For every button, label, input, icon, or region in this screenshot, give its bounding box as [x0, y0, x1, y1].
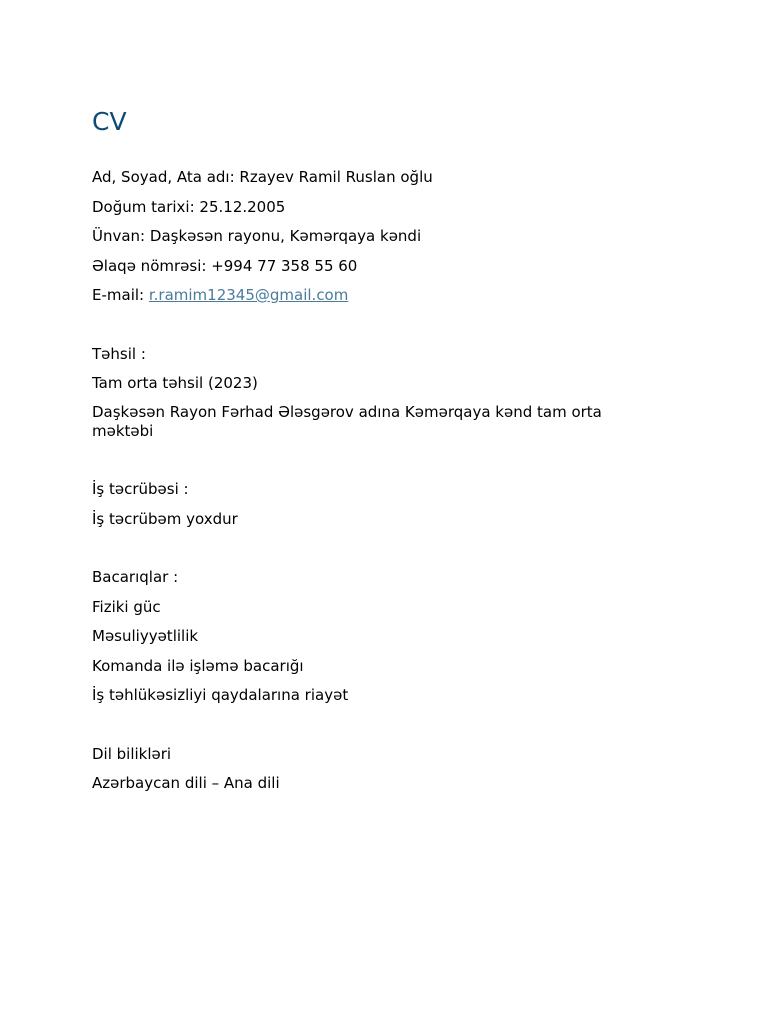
- experience-item: İş təcrübəm yoxdur: [92, 509, 238, 528]
- education-heading: Təhsil :: [92, 344, 146, 363]
- skill-item: İş təhlükəsizliyi qaydalarına riayət: [92, 686, 349, 704]
- skill-item: Komanda ilə işləmə bacarığı: [92, 656, 304, 675]
- education-item: Daşkəsən Rayon Fərhad Ələsgərov adına Kəmərqaya kənd tam orta məktəbi: [92, 402, 602, 440]
- page-title: CV: [92, 107, 127, 136]
- phone-line: [92, 256, 652, 276]
- name-value: Rzayev Ramil Ruslan oğlu: [239, 168, 433, 186]
- skills-heading: Bacarıqlar :: [92, 568, 179, 586]
- address-line: [92, 226, 652, 246]
- birth-date-label: Doğum tarixi:: [92, 197, 200, 216]
- email-line: [92, 285, 652, 305]
- birth-date-line: [92, 197, 652, 217]
- phone-value: +994 77 358 55 60: [211, 256, 358, 275]
- experience-heading: İş təcrübəsi :: [92, 480, 189, 498]
- section-spacer: [92, 715, 652, 744]
- phone-label: Əlaqə nömrəsi:: [92, 256, 212, 275]
- email-label: E-mail:: [92, 286, 149, 304]
- document-content: [92, 104, 652, 803]
- section-spacer: [92, 315, 652, 344]
- name-line: [92, 167, 652, 187]
- birth-date-value: 25.12.2005: [199, 197, 286, 216]
- name-label: Ad, Soyad, Ata adı:: [92, 168, 240, 186]
- section-spacer: [92, 538, 652, 567]
- languages-heading: Dil bilikləri: [92, 744, 172, 763]
- address-value: Daşkəsən rayonu, Kəmərqaya kəndi: [149, 227, 422, 245]
- skill-item: Məsuliyyətlilik: [92, 627, 199, 645]
- language-item: Azərbaycan dili – Ana dili: [92, 774, 280, 792]
- skill-item: Fiziki güc: [92, 597, 161, 616]
- address-label: Ünvan:: [92, 227, 150, 245]
- email-link[interactable]: r.ramim12345@gmail.com: [148, 286, 349, 304]
- section-spacer: [92, 450, 652, 479]
- education-item: Tam orta təhsil (2023): [92, 374, 258, 392]
